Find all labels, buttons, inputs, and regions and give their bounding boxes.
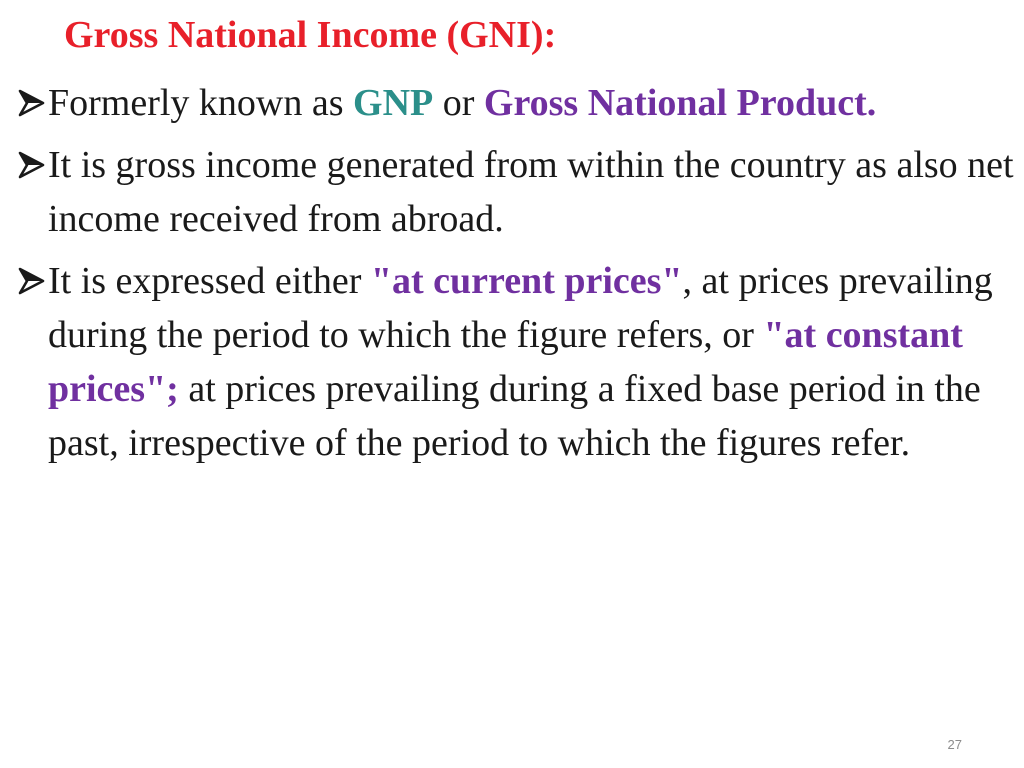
bullet-text <box>48 82 876 124</box>
bullet-item-gross-income <box>14 138 1014 246</box>
bullet-list <box>14 76 1014 478</box>
text-segment: at prices prevailing during a fixed base period in the past, irrespective of the period to which the figures refer. <box>48 368 981 464</box>
text-segment: It is gross income generated from within the country as also net income received from abroad. <box>48 144 1014 240</box>
constant-prices-term: "at constant prices"; <box>48 314 963 410</box>
bullet-text <box>48 144 1014 240</box>
text-segment: , at prices prevailing during the period to which the figure refers, or <box>48 260 993 356</box>
arrow-bullet-icon <box>16 88 46 118</box>
gnp-term: GNP <box>353 82 434 124</box>
text-segment: or <box>433 82 484 124</box>
bullet-item-gnp <box>14 76 1014 130</box>
bullet-item-prices <box>14 254 1014 470</box>
bullet-text <box>48 260 993 464</box>
slide-title: Gross National Income (GNI): <box>64 14 557 56</box>
text-segment: Formerly known as <box>48 82 354 124</box>
current-prices-term: "at current prices" <box>370 260 683 302</box>
arrow-bullet-icon <box>16 266 46 296</box>
gross-national-product-term: Gross National Product. <box>483 82 877 124</box>
page-number: 27 <box>947 737 962 752</box>
arrow-bullet-icon <box>16 150 46 180</box>
text-segment: It is expressed either <box>48 260 371 302</box>
